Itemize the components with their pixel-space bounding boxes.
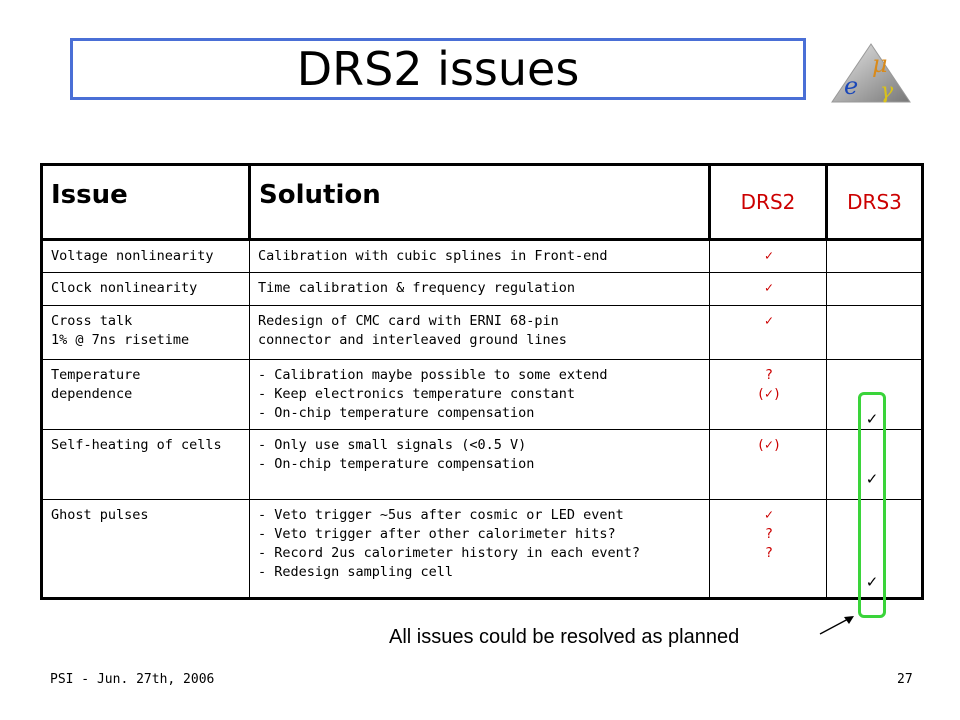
header-drs3: DRS3	[827, 165, 923, 240]
drs3-status-cell	[827, 240, 923, 273]
cell-line: - On-chip temperature compensation	[258, 405, 535, 421]
cell-line: Calibration with cubic splines in Front-end	[258, 248, 608, 264]
drs3-status-cell	[827, 306, 923, 360]
logo-mu: μ	[872, 50, 888, 78]
cell-line: Clock nonlinearity	[51, 280, 198, 296]
drs3-status-cell	[827, 273, 923, 306]
logo-e: e	[844, 72, 859, 100]
drs3-check-mark: ✓	[865, 470, 879, 488]
table-row	[42, 306, 923, 360]
issue-cell	[42, 430, 250, 500]
cell-line: 1% @ 7ns risetime	[51, 332, 190, 348]
status-mark: ✓	[764, 313, 774, 329]
logo-gamma: γ	[880, 79, 894, 104]
drs2-status-cell	[710, 273, 827, 306]
status-mark: (✓)	[756, 437, 782, 453]
cell-line: connector and interleaved ground lines	[258, 332, 567, 348]
solution-cell	[250, 306, 710, 360]
cell-line: Self-heating of cells	[51, 437, 222, 453]
cell-line: - Only use small signals (<0.5 V)	[258, 437, 527, 453]
table-row	[42, 360, 923, 430]
table-row	[42, 430, 923, 500]
solution-cell	[250, 240, 710, 273]
table-row	[42, 500, 923, 599]
cell-line: Voltage nonlinearity	[51, 248, 214, 264]
issues-table	[40, 163, 924, 600]
status-mark: ✓	[764, 507, 774, 523]
issue-cell	[42, 240, 250, 273]
status-mark: ✓	[764, 280, 774, 296]
issue-cell	[42, 360, 250, 430]
issue-cell	[42, 306, 250, 360]
status-mark: ?	[764, 367, 774, 383]
status-mark: ?	[764, 545, 774, 561]
cell-line: dependence	[51, 386, 133, 402]
table-row	[42, 273, 923, 306]
status-mark: ✓	[764, 248, 774, 264]
cell-line: Ghost pulses	[51, 507, 149, 523]
issue-cell	[42, 273, 250, 306]
drs2-status-cell	[710, 500, 827, 599]
cell-line: Temperature	[51, 367, 141, 383]
solution-cell	[250, 360, 710, 430]
cell-line: Redesign of CMC card with ERNI 68-pin	[258, 313, 559, 329]
table-row	[42, 240, 923, 273]
table-header-row	[42, 165, 923, 240]
meg-logo-icon	[830, 42, 912, 104]
header-drs2: DRS2	[710, 165, 827, 240]
page-number: 27	[897, 672, 913, 687]
cell-line: - Redesign sampling cell	[258, 564, 454, 580]
drs2-status-cell	[710, 240, 827, 273]
drs2-status-cell	[710, 430, 827, 500]
cell-line: - Keep electronics temperature constant	[258, 386, 575, 402]
cell-line: - On-chip temperature compensation	[258, 456, 535, 472]
cell-line: - Veto trigger after other calorimeter hits?	[258, 526, 616, 542]
solution-cell	[250, 430, 710, 500]
cell-line: - Record 2us calorimeter history in each event?	[258, 545, 641, 561]
status-mark: ?	[764, 526, 774, 542]
drs3-check-mark: ✓	[865, 573, 879, 591]
title-box	[70, 38, 806, 100]
drs2-status-cell	[710, 360, 827, 430]
arrow-icon	[818, 612, 858, 638]
status-mark: (✓)	[756, 386, 782, 402]
slide-title: DRS2 issues	[296, 42, 580, 96]
cell-line: - Calibration maybe possible to some extend	[258, 367, 608, 383]
cell-line: - Veto trigger ~5us after cosmic or LED event	[258, 507, 624, 523]
cell-line: Time calibration & frequency regulation	[258, 280, 575, 296]
conclusion-note: All issues could be resolved as planned	[389, 626, 740, 648]
drs2-status-cell	[710, 306, 827, 360]
header-solution: Solution	[250, 165, 710, 240]
solution-cell	[250, 273, 710, 306]
cell-line: Cross talk	[51, 313, 133, 329]
header-issue: Issue	[42, 165, 250, 240]
solution-cell	[250, 500, 710, 599]
footer-date: PSI - Jun. 27th, 2006	[50, 672, 215, 687]
issue-cell	[42, 500, 250, 599]
drs3-check-mark: ✓	[865, 410, 879, 428]
